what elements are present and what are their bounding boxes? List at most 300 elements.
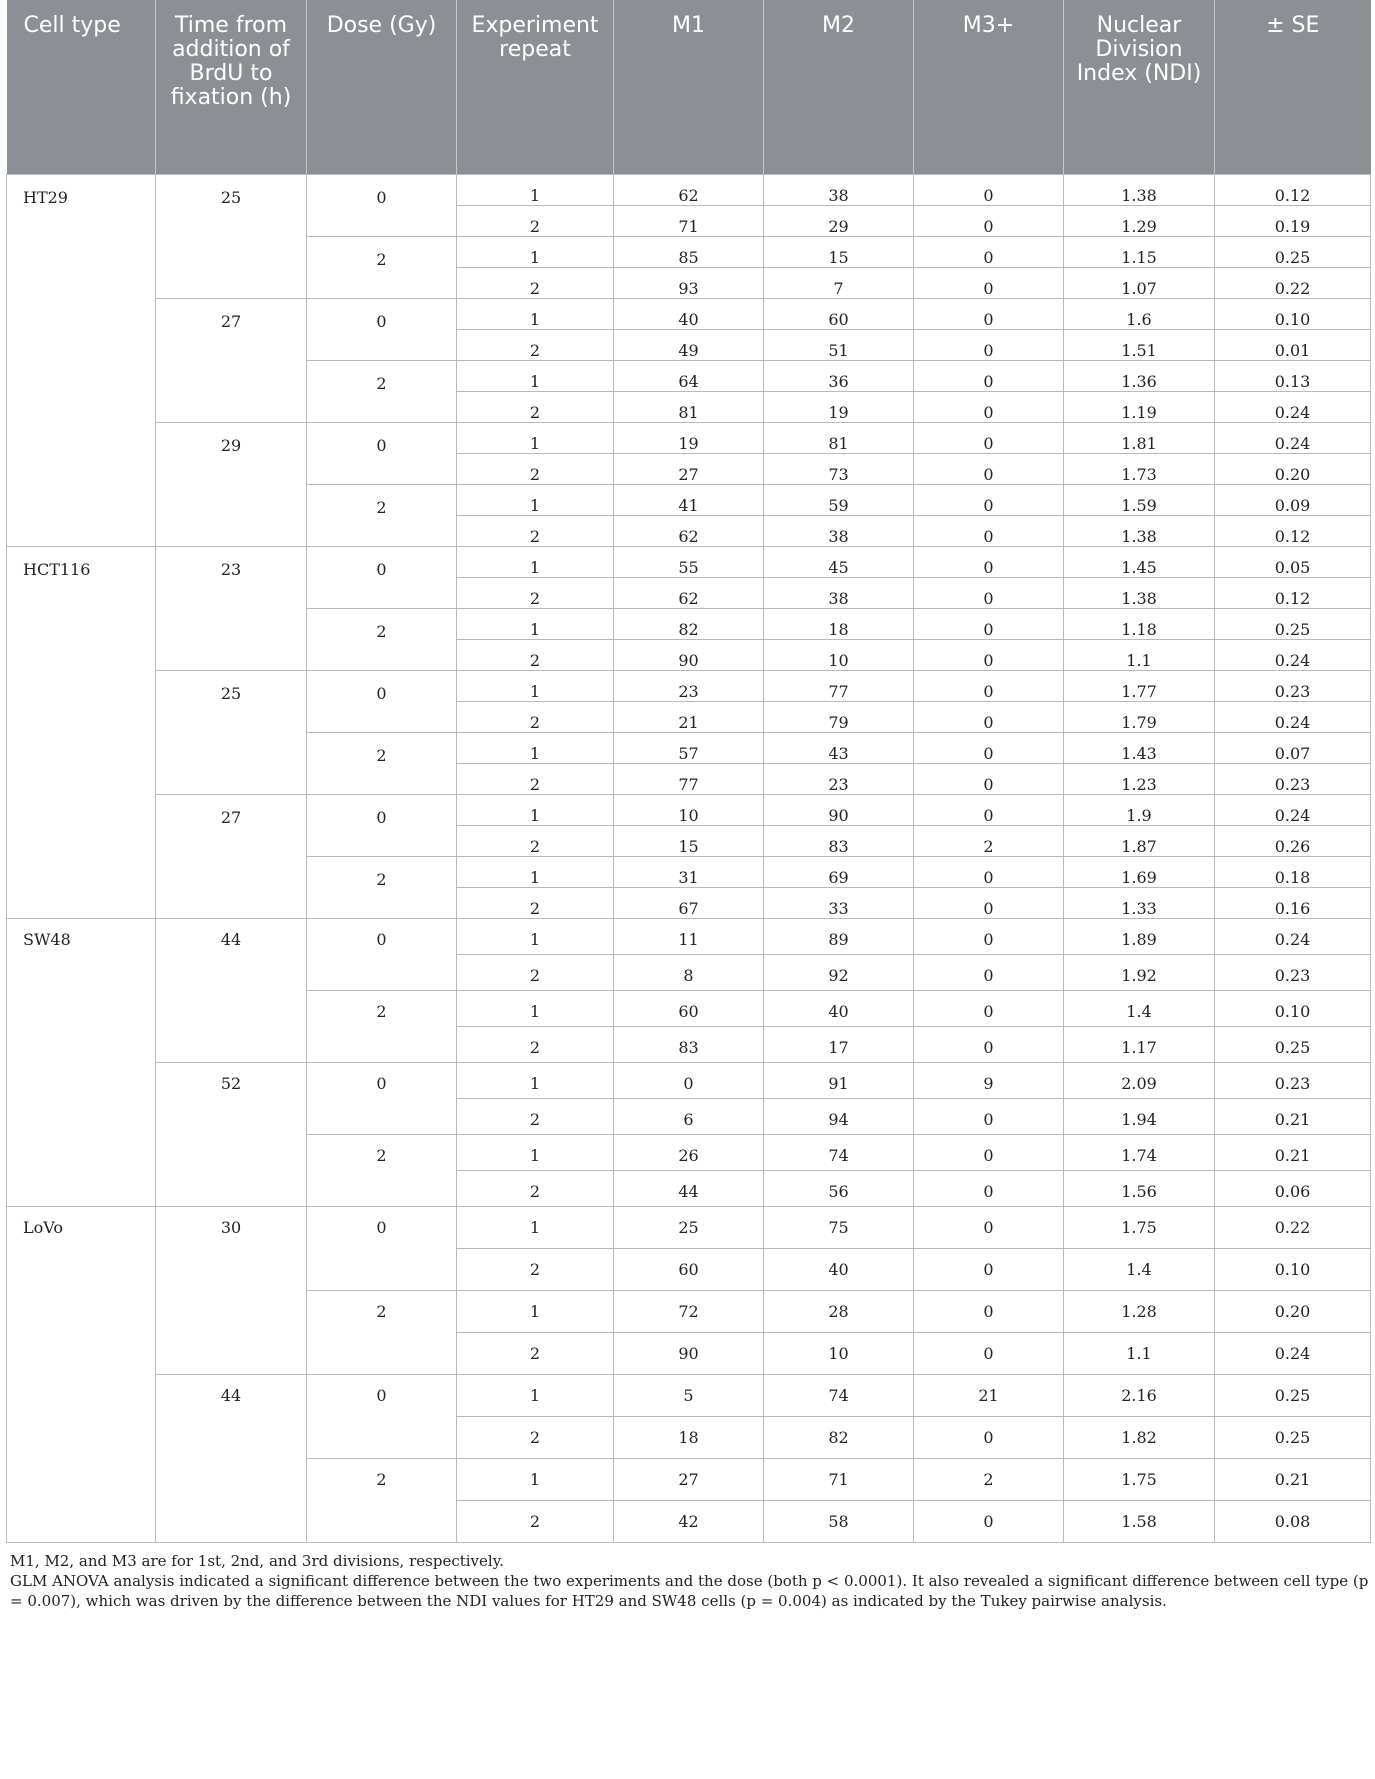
m1-cell: 23	[614, 670, 764, 701]
ndi-cell: 1.29	[1064, 205, 1215, 236]
repeat-cell: 1	[457, 1290, 614, 1332]
repeat-cell: 2	[457, 887, 614, 918]
dose-cell: 0	[307, 794, 457, 856]
ndi-cell: 1.36	[1064, 360, 1215, 391]
repeat-cell: 2	[457, 577, 614, 608]
repeat-cell: 2	[457, 1332, 614, 1374]
ndi-cell: 1.38	[1064, 174, 1215, 205]
m2-cell: 74	[764, 1134, 914, 1170]
ndi-cell: 1.6	[1064, 298, 1215, 329]
repeat-cell: 1	[457, 1062, 614, 1098]
repeat-cell: 1	[457, 174, 614, 205]
m3plus-cell: 0	[914, 954, 1064, 990]
m3plus-cell: 0	[914, 1248, 1064, 1290]
se-cell: 0.25	[1215, 608, 1371, 639]
m2-cell: 19	[764, 391, 914, 422]
m1-cell: 82	[614, 608, 764, 639]
m2-cell: 58	[764, 1500, 914, 1542]
m1-cell: 10	[614, 794, 764, 825]
m3plus-cell: 0	[914, 918, 1064, 954]
se-cell: 0.06	[1215, 1170, 1371, 1206]
dose-cell: 0	[307, 1374, 457, 1458]
time-cell: 52	[156, 1062, 307, 1206]
se-cell: 0.24	[1215, 639, 1371, 670]
se-cell: 0.12	[1215, 515, 1371, 546]
m2-cell: 79	[764, 701, 914, 732]
m2-cell: 33	[764, 887, 914, 918]
m1-cell: 60	[614, 990, 764, 1026]
dose-cell: 2	[307, 360, 457, 422]
ndi-cell: 2.16	[1064, 1374, 1215, 1416]
m1-cell: 67	[614, 887, 764, 918]
m3plus-cell: 0	[914, 484, 1064, 515]
repeat-cell: 1	[457, 670, 614, 701]
m3plus-cell: 0	[914, 763, 1064, 794]
footnote: GLM ANOVA analysis indicated a significant difference between the two experiments and the dose (both p < 0.0001). It also revealed a significant difference between cell type (p = 0.007), which was driven by the difference between the NDI values for HT29 and SW48 cells (p = 0.004) as indicated by the Tukey pairwise analysis.	[10, 1571, 1369, 1610]
dose-cell: 2	[307, 1290, 457, 1374]
m3plus-cell: 0	[914, 887, 1064, 918]
time-cell: 44	[156, 918, 307, 1062]
se-cell: 0.12	[1215, 174, 1371, 205]
se-cell: 0.23	[1215, 670, 1371, 701]
m3plus-cell: 2	[914, 1458, 1064, 1500]
dose-cell: 2	[307, 484, 457, 546]
ndi-cell: 1.79	[1064, 701, 1215, 732]
dose-cell: 2	[307, 1134, 457, 1206]
ndi-cell: 1.58	[1064, 1500, 1215, 1542]
ndi-cell: 1.81	[1064, 422, 1215, 453]
header-se: ± SE	[1215, 0, 1371, 174]
se-cell: 0.10	[1215, 298, 1371, 329]
ndi-cell: 1.92	[1064, 954, 1215, 990]
m1-cell: 72	[614, 1290, 764, 1332]
ndi-cell: 1.69	[1064, 856, 1215, 887]
m2-cell: 91	[764, 1062, 914, 1098]
m3plus-cell: 0	[914, 422, 1064, 453]
ndi-cell: 1.75	[1064, 1458, 1215, 1500]
m1-cell: 62	[614, 174, 764, 205]
repeat-cell: 2	[457, 763, 614, 794]
repeat-cell: 1	[457, 484, 614, 515]
dose-cell: 2	[307, 990, 457, 1062]
dose-cell: 2	[307, 608, 457, 670]
m3plus-cell: 0	[914, 546, 1064, 577]
m2-cell: 45	[764, 546, 914, 577]
repeat-cell: 2	[457, 391, 614, 422]
m2-cell: 40	[764, 1248, 914, 1290]
ndi-cell: 1.51	[1064, 329, 1215, 360]
m3plus-cell: 0	[914, 1206, 1064, 1248]
ndi-cell: 1.9	[1064, 794, 1215, 825]
repeat-cell: 1	[457, 298, 614, 329]
table-footnotes	[6, 1551, 1370, 1611]
repeat-cell: 2	[457, 825, 614, 856]
dose-cell: 2	[307, 732, 457, 794]
m3plus-cell: 0	[914, 515, 1064, 546]
m1-cell: 40	[614, 298, 764, 329]
repeat-cell: 1	[457, 732, 614, 763]
time-cell: 25	[156, 174, 307, 298]
m2-cell: 38	[764, 577, 914, 608]
header-row	[7, 0, 1371, 174]
ndi-cell: 1.33	[1064, 887, 1215, 918]
se-cell: 0.23	[1215, 954, 1371, 990]
m2-cell: 38	[764, 515, 914, 546]
header-time: Time from addition of BrdU to fixation (h)	[156, 0, 307, 174]
se-cell: 0.07	[1215, 732, 1371, 763]
m2-cell: 56	[764, 1170, 914, 1206]
m1-cell: 60	[614, 1248, 764, 1290]
repeat-cell: 1	[457, 918, 614, 954]
table-row	[7, 174, 1371, 205]
repeat-cell: 2	[457, 1098, 614, 1134]
table-row	[7, 1374, 1371, 1416]
se-cell: 0.24	[1215, 1332, 1371, 1374]
m2-cell: 90	[764, 794, 914, 825]
header-m2: M2	[764, 0, 914, 174]
ndi-cell: 1.4	[1064, 990, 1215, 1026]
header-m1: M1	[614, 0, 764, 174]
m2-cell: 60	[764, 298, 914, 329]
footnote: M1, M2, and M3 are for 1st, 2nd, and 3rd divisions, respectively.	[10, 1551, 504, 1570]
m2-cell: 18	[764, 608, 914, 639]
m1-cell: 85	[614, 236, 764, 267]
table-row	[7, 1206, 1371, 1248]
repeat-cell: 2	[457, 1170, 614, 1206]
ndi-cell: 1.18	[1064, 608, 1215, 639]
table-row	[7, 1062, 1371, 1098]
m2-cell: 92	[764, 954, 914, 990]
se-cell: 0.21	[1215, 1458, 1371, 1500]
m1-cell: 27	[614, 1458, 764, 1500]
ndi-cell: 1.89	[1064, 918, 1215, 954]
table-header	[7, 0, 1371, 174]
cell-type-cell: HT29	[7, 174, 156, 546]
m2-cell: 74	[764, 1374, 914, 1416]
m1-cell: 5	[614, 1374, 764, 1416]
m3plus-cell: 0	[914, 1500, 1064, 1542]
se-cell: 0.10	[1215, 1248, 1371, 1290]
repeat-cell: 2	[457, 267, 614, 298]
m1-cell: 6	[614, 1098, 764, 1134]
m1-cell: 19	[614, 422, 764, 453]
ndi-cell: 1.75	[1064, 1206, 1215, 1248]
se-cell: 0.13	[1215, 360, 1371, 391]
repeat-cell: 2	[457, 1416, 614, 1458]
time-cell: 27	[156, 298, 307, 422]
se-cell: 0.12	[1215, 577, 1371, 608]
se-cell: 0.25	[1215, 236, 1371, 267]
m1-cell: 27	[614, 453, 764, 484]
header-cell-type: Cell type	[7, 0, 156, 174]
m3plus-cell: 0	[914, 1170, 1064, 1206]
repeat-cell: 2	[457, 639, 614, 670]
ndi-cell: 1.74	[1064, 1134, 1215, 1170]
se-cell: 0.01	[1215, 329, 1371, 360]
repeat-cell: 1	[457, 1134, 614, 1170]
m2-cell: 81	[764, 422, 914, 453]
repeat-cell: 2	[457, 205, 614, 236]
m2-cell: 15	[764, 236, 914, 267]
m3plus-cell: 0	[914, 1332, 1064, 1374]
ndi-cell: 1.17	[1064, 1026, 1215, 1062]
se-cell: 0.10	[1215, 990, 1371, 1026]
table-row	[7, 298, 1371, 329]
se-cell: 0.24	[1215, 794, 1371, 825]
m3plus-cell: 0	[914, 1290, 1064, 1332]
repeat-cell: 1	[457, 546, 614, 577]
table-row	[7, 918, 1371, 954]
m3plus-cell: 0	[914, 1134, 1064, 1170]
m2-cell: 51	[764, 329, 914, 360]
m1-cell: 25	[614, 1206, 764, 1248]
se-cell: 0.20	[1215, 453, 1371, 484]
dose-cell: 0	[307, 1206, 457, 1290]
m3plus-cell: 0	[914, 1026, 1064, 1062]
dose-cell: 0	[307, 422, 457, 484]
se-cell: 0.18	[1215, 856, 1371, 887]
ndi-cell: 1.45	[1064, 546, 1215, 577]
dose-cell: 2	[307, 236, 457, 298]
ndi-cell: 1.59	[1064, 484, 1215, 515]
m2-cell: 73	[764, 453, 914, 484]
se-cell: 0.22	[1215, 1206, 1371, 1248]
m2-cell: 29	[764, 205, 914, 236]
m3plus-cell: 21	[914, 1374, 1064, 1416]
m2-cell: 77	[764, 670, 914, 701]
m3plus-cell: 0	[914, 298, 1064, 329]
repeat-cell: 2	[457, 453, 614, 484]
se-cell: 0.05	[1215, 546, 1371, 577]
m2-cell: 17	[764, 1026, 914, 1062]
m2-cell: 10	[764, 639, 914, 670]
table-row	[7, 794, 1371, 825]
m3plus-cell: 0	[914, 1416, 1064, 1458]
cell-type-cell: LoVo	[7, 1206, 156, 1542]
repeat-cell: 2	[457, 1500, 614, 1542]
m2-cell: 40	[764, 990, 914, 1026]
m3plus-cell: 0	[914, 174, 1064, 205]
m3plus-cell: 0	[914, 236, 1064, 267]
ndi-cell: 1.07	[1064, 267, 1215, 298]
se-cell: 0.26	[1215, 825, 1371, 856]
ndi-cell: 1.87	[1064, 825, 1215, 856]
se-cell: 0.25	[1215, 1374, 1371, 1416]
ndi-cell: 2.09	[1064, 1062, 1215, 1098]
m2-cell: 10	[764, 1332, 914, 1374]
m1-cell: 90	[614, 1332, 764, 1374]
se-cell: 0.16	[1215, 887, 1371, 918]
se-cell: 0.24	[1215, 918, 1371, 954]
m1-cell: 44	[614, 1170, 764, 1206]
ndi-cell: 1.15	[1064, 236, 1215, 267]
ndi-cell: 1.1	[1064, 639, 1215, 670]
time-cell: 27	[156, 794, 307, 918]
header-m3plus: M3+	[914, 0, 1064, 174]
m1-cell: 57	[614, 732, 764, 763]
se-cell: 0.23	[1215, 1062, 1371, 1098]
ndi-cell: 1.23	[1064, 763, 1215, 794]
repeat-cell: 1	[457, 1374, 614, 1416]
m2-cell: 59	[764, 484, 914, 515]
m1-cell: 11	[614, 918, 764, 954]
m3plus-cell: 0	[914, 1098, 1064, 1134]
m2-cell: 28	[764, 1290, 914, 1332]
repeat-cell: 2	[457, 1248, 614, 1290]
m1-cell: 26	[614, 1134, 764, 1170]
se-cell: 0.24	[1215, 422, 1371, 453]
repeat-cell: 2	[457, 1026, 614, 1062]
time-cell: 25	[156, 670, 307, 794]
dose-cell: 0	[307, 918, 457, 990]
m1-cell: 83	[614, 1026, 764, 1062]
m1-cell: 41	[614, 484, 764, 515]
repeat-cell: 1	[457, 236, 614, 267]
ndi-cell: 1.38	[1064, 577, 1215, 608]
data-table	[6, 0, 1371, 1543]
header-dose: Dose (Gy)	[307, 0, 457, 174]
se-cell: 0.25	[1215, 1416, 1371, 1458]
m2-cell: 43	[764, 732, 914, 763]
m2-cell: 89	[764, 918, 914, 954]
repeat-cell: 1	[457, 360, 614, 391]
m3plus-cell: 0	[914, 453, 1064, 484]
se-cell: 0.08	[1215, 1500, 1371, 1542]
m1-cell: 0	[614, 1062, 764, 1098]
ndi-cell: 1.1	[1064, 1332, 1215, 1374]
se-cell: 0.20	[1215, 1290, 1371, 1332]
m1-cell: 55	[614, 546, 764, 577]
ndi-cell: 1.82	[1064, 1416, 1215, 1458]
time-cell: 30	[156, 1206, 307, 1374]
m3plus-cell: 9	[914, 1062, 1064, 1098]
se-cell: 0.24	[1215, 391, 1371, 422]
m3plus-cell: 0	[914, 990, 1064, 1026]
se-cell: 0.25	[1215, 1026, 1371, 1062]
se-cell: 0.09	[1215, 484, 1371, 515]
m3plus-cell: 0	[914, 329, 1064, 360]
m1-cell: 21	[614, 701, 764, 732]
m3plus-cell: 2	[914, 825, 1064, 856]
m1-cell: 77	[614, 763, 764, 794]
m1-cell: 15	[614, 825, 764, 856]
m1-cell: 31	[614, 856, 764, 887]
se-cell: 0.23	[1215, 763, 1371, 794]
repeat-cell: 1	[457, 1458, 614, 1500]
table-row	[7, 422, 1371, 453]
m1-cell: 62	[614, 577, 764, 608]
repeat-cell: 1	[457, 990, 614, 1026]
m3plus-cell: 0	[914, 608, 1064, 639]
m1-cell: 49	[614, 329, 764, 360]
se-cell: 0.24	[1215, 701, 1371, 732]
m2-cell: 82	[764, 1416, 914, 1458]
ndi-cell: 1.19	[1064, 391, 1215, 422]
se-cell: 0.22	[1215, 267, 1371, 298]
m3plus-cell: 0	[914, 360, 1064, 391]
cell-type-cell: SW48	[7, 918, 156, 1206]
m2-cell: 71	[764, 1458, 914, 1500]
ndi-cell: 1.56	[1064, 1170, 1215, 1206]
dose-cell: 0	[307, 174, 457, 236]
ndi-cell: 1.73	[1064, 453, 1215, 484]
repeat-cell: 1	[457, 422, 614, 453]
m2-cell: 36	[764, 360, 914, 391]
m3plus-cell: 0	[914, 670, 1064, 701]
header-experiment-repeat: Experiment repeat	[457, 0, 614, 174]
m3plus-cell: 0	[914, 732, 1064, 763]
ndi-cell: 1.4	[1064, 1248, 1215, 1290]
m1-cell: 90	[614, 639, 764, 670]
repeat-cell: 1	[457, 794, 614, 825]
m2-cell: 94	[764, 1098, 914, 1134]
se-cell: 0.19	[1215, 205, 1371, 236]
ndi-cell: 1.77	[1064, 670, 1215, 701]
m3plus-cell: 0	[914, 856, 1064, 887]
dose-cell: 0	[307, 1062, 457, 1134]
m1-cell: 42	[614, 1500, 764, 1542]
repeat-cell: 1	[457, 1206, 614, 1248]
cell-type-cell: HCT116	[7, 546, 156, 918]
m2-cell: 23	[764, 763, 914, 794]
dose-cell: 0	[307, 670, 457, 732]
repeat-cell: 2	[457, 329, 614, 360]
header-ndi: Nuclear Division Index (NDI)	[1064, 0, 1215, 174]
m1-cell: 64	[614, 360, 764, 391]
m3plus-cell: 0	[914, 701, 1064, 732]
m1-cell: 81	[614, 391, 764, 422]
m1-cell: 18	[614, 1416, 764, 1458]
table-container	[6, 0, 1371, 1611]
dose-cell: 0	[307, 298, 457, 360]
m1-cell: 93	[614, 267, 764, 298]
time-cell: 29	[156, 422, 307, 546]
time-cell: 44	[156, 1374, 307, 1542]
se-cell: 0.21	[1215, 1098, 1371, 1134]
repeat-cell: 1	[457, 856, 614, 887]
ndi-cell: 1.38	[1064, 515, 1215, 546]
table-row	[7, 670, 1371, 701]
m1-cell: 8	[614, 954, 764, 990]
m3plus-cell: 0	[914, 391, 1064, 422]
m3plus-cell: 0	[914, 794, 1064, 825]
ndi-cell: 1.28	[1064, 1290, 1215, 1332]
table-row	[7, 546, 1371, 577]
repeat-cell: 2	[457, 954, 614, 990]
m2-cell: 83	[764, 825, 914, 856]
dose-cell: 0	[307, 546, 457, 608]
repeat-cell: 2	[457, 701, 614, 732]
m3plus-cell: 0	[914, 639, 1064, 670]
repeat-cell: 2	[457, 515, 614, 546]
m3plus-cell: 0	[914, 205, 1064, 236]
m2-cell: 69	[764, 856, 914, 887]
m2-cell: 38	[764, 174, 914, 205]
dose-cell: 2	[307, 1458, 457, 1542]
dose-cell: 2	[307, 856, 457, 918]
m1-cell: 71	[614, 205, 764, 236]
m3plus-cell: 0	[914, 577, 1064, 608]
ndi-cell: 1.94	[1064, 1098, 1215, 1134]
repeat-cell: 1	[457, 608, 614, 639]
m1-cell: 62	[614, 515, 764, 546]
m2-cell: 75	[764, 1206, 914, 1248]
se-cell: 0.21	[1215, 1134, 1371, 1170]
m3plus-cell: 0	[914, 267, 1064, 298]
ndi-cell: 1.43	[1064, 732, 1215, 763]
time-cell: 23	[156, 546, 307, 670]
table-body	[7, 174, 1371, 1542]
